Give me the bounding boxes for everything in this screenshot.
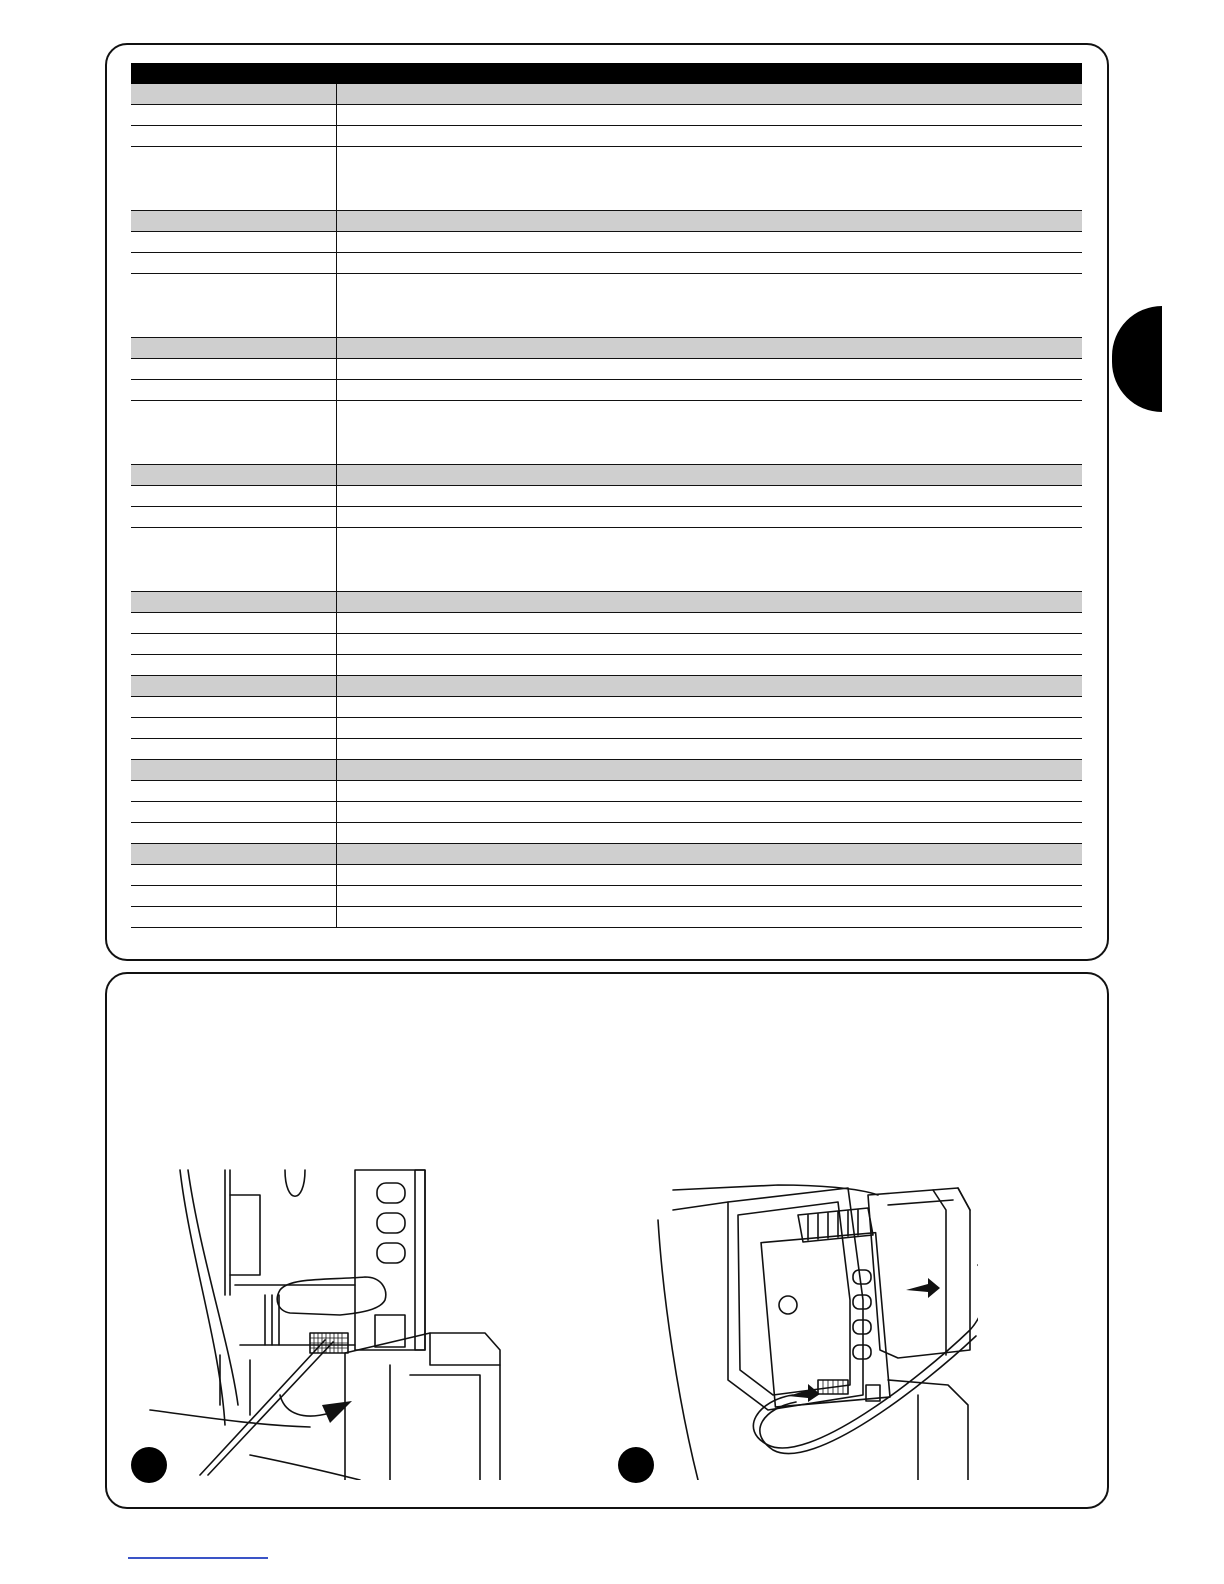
figure-2-illustration [618, 1180, 978, 1480]
row-value [337, 359, 1082, 379]
figure-1-illustration [130, 1165, 505, 1480]
table-header [131, 63, 1082, 84]
table-section-row [131, 465, 1082, 486]
row-label [131, 401, 337, 464]
row-value [337, 528, 1082, 591]
table-row [131, 380, 1082, 401]
table-row [131, 802, 1082, 823]
section-value [337, 760, 1082, 780]
row-value [337, 655, 1082, 675]
row-value [337, 718, 1082, 738]
section-label [131, 465, 337, 485]
section-value [337, 338, 1082, 358]
table-row [131, 739, 1082, 760]
row-label [131, 718, 337, 738]
row-label [131, 823, 337, 843]
table-row [131, 253, 1082, 274]
row-label [131, 739, 337, 759]
section-label [131, 592, 337, 612]
row-value [337, 634, 1082, 654]
row-label [131, 253, 337, 273]
table-row [131, 823, 1082, 844]
section-label [131, 844, 337, 864]
row-value [337, 781, 1082, 801]
row-value [337, 507, 1082, 527]
section-value [337, 592, 1082, 612]
section-value [337, 211, 1082, 231]
row-value [337, 886, 1082, 906]
section-value [337, 84, 1082, 104]
row-value [337, 907, 1082, 927]
table-row [131, 718, 1082, 739]
section-value [337, 676, 1082, 696]
row-value [337, 253, 1082, 273]
section-value [337, 844, 1082, 864]
table-row [131, 613, 1082, 634]
row-label [131, 147, 337, 210]
specifications-table [131, 63, 1082, 928]
row-label [131, 486, 337, 506]
row-label [131, 907, 337, 927]
row-value [337, 401, 1082, 464]
table-row [131, 697, 1082, 718]
footer-link-underline [128, 1557, 268, 1559]
row-label [131, 886, 337, 906]
table-row [131, 655, 1082, 676]
row-label [131, 613, 337, 633]
table-row [131, 359, 1082, 380]
row-value [337, 126, 1082, 146]
section-label [131, 760, 337, 780]
table-row [131, 865, 1082, 886]
table-section-row [131, 211, 1082, 232]
table-row [131, 401, 1082, 465]
table-row [131, 634, 1082, 655]
table-body [131, 84, 1082, 928]
row-label [131, 865, 337, 885]
table-row [131, 528, 1082, 592]
section-label [131, 84, 337, 104]
table-row [131, 781, 1082, 802]
row-label [131, 781, 337, 801]
row-value [337, 105, 1082, 125]
chapter-tab [1112, 306, 1162, 412]
table-row [131, 232, 1082, 253]
figure-2-number-badge [618, 1447, 654, 1483]
table-section-row [131, 844, 1082, 865]
figure-1-number-badge [131, 1447, 167, 1483]
row-value [337, 613, 1082, 633]
row-value [337, 486, 1082, 506]
row-value [337, 274, 1082, 337]
row-label [131, 380, 337, 400]
row-value [337, 823, 1082, 843]
table-row [131, 147, 1082, 211]
row-value [337, 739, 1082, 759]
row-label [131, 528, 337, 591]
row-label [131, 359, 337, 379]
row-label [131, 105, 337, 125]
row-label [131, 634, 337, 654]
row-label [131, 802, 337, 822]
table-row [131, 907, 1082, 928]
row-value [337, 147, 1082, 210]
table-row [131, 507, 1082, 528]
row-label [131, 274, 337, 337]
table-row [131, 274, 1082, 338]
table-row [131, 126, 1082, 147]
section-value [337, 465, 1082, 485]
table-row [131, 486, 1082, 507]
table-row [131, 886, 1082, 907]
section-label [131, 676, 337, 696]
table-section-row [131, 592, 1082, 613]
section-label [131, 338, 337, 358]
row-label [131, 507, 337, 527]
table-section-row [131, 760, 1082, 781]
row-value [337, 232, 1082, 252]
row-value [337, 802, 1082, 822]
section-label [131, 211, 337, 231]
table-section-row [131, 338, 1082, 359]
row-label [131, 697, 337, 717]
row-label [131, 655, 337, 675]
table-section-row [131, 84, 1082, 105]
row-value [337, 697, 1082, 717]
row-value [337, 865, 1082, 885]
table-row [131, 105, 1082, 126]
row-label [131, 126, 337, 146]
row-value [337, 380, 1082, 400]
row-label [131, 232, 337, 252]
table-section-row [131, 676, 1082, 697]
